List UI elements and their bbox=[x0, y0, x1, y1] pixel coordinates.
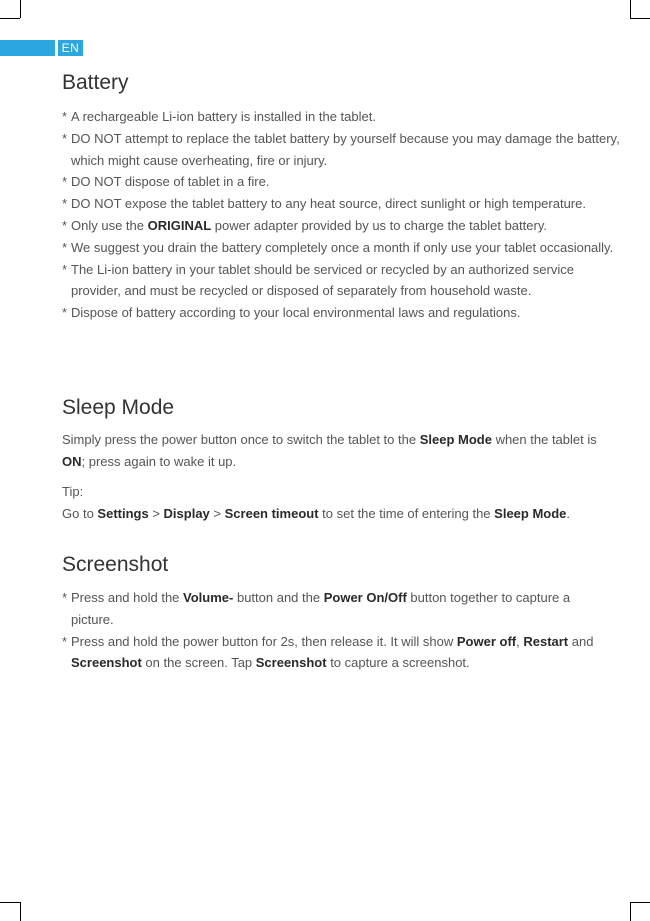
crop-mark-bottom-left-horizontal bbox=[0, 902, 20, 903]
emphasized-term: Sleep Mode bbox=[494, 506, 567, 521]
crop-mark-top-right-vertical bbox=[630, 0, 631, 18]
bullet-text: DO NOT dispose of tablet in a fire. bbox=[71, 174, 270, 190]
battery-bullet-item bbox=[62, 259, 622, 303]
bullet-marker: * bbox=[62, 217, 68, 233]
crop-mark-top-right-horizontal bbox=[630, 18, 650, 19]
bullet-text: A rechargeable Li-ion battery is installed in the tablet. bbox=[71, 109, 376, 124]
bullet-text: DO NOT expose the tablet battery to any heat source, direct sunlight or high temperature. bbox=[71, 196, 586, 212]
emphasized-term: Volume- bbox=[183, 590, 234, 605]
crop-mark-bottom-right-horizontal bbox=[630, 902, 650, 903]
bullet-marker: * bbox=[62, 196, 68, 212]
crop-mark-bottom-right-vertical bbox=[630, 902, 631, 921]
screenshot-bullet-list bbox=[62, 587, 602, 674]
sleep-mode-tip: Go to Settings > Display > Screen timeout to set the time of entering the Sleep Mode. bbox=[62, 506, 571, 521]
emphasized-term: Restart bbox=[523, 633, 569, 649]
emphasized-term: Screenshot bbox=[71, 655, 142, 671]
screenshot-bullet-item bbox=[62, 587, 602, 631]
emphasized-term: ORIGINAL bbox=[147, 217, 212, 233]
sleep-mode-description: Simply press the power button once to switch the tablet to the Sleep Mode when the tablet is ON; press again to wake it up. bbox=[62, 432, 597, 469]
emphasized-term: Power On/Off bbox=[323, 590, 407, 605]
battery-bullet-item bbox=[62, 215, 622, 237]
bullet-text: Press and hold the Volume- button and the Power On/Off button together to capture a picture. bbox=[71, 590, 571, 627]
bullet-text: DO NOT attempt to replace the tablet battery by yourself because you may damage the battery, which might cause overheating, fire or injury. bbox=[71, 130, 620, 168]
tip-label: Tip: bbox=[62, 484, 84, 499]
battery-bullet-item bbox=[62, 237, 622, 259]
emphasized-term: Sleep Mode bbox=[419, 432, 492, 447]
screenshot-section-title: Screenshot bbox=[62, 553, 169, 576]
bullet-marker: * bbox=[62, 305, 68, 321]
language-tag: EN bbox=[58, 40, 83, 56]
emphasized-term: Settings bbox=[97, 506, 149, 521]
battery-bullet-item bbox=[62, 193, 622, 215]
bullet-marker: * bbox=[62, 261, 68, 277]
battery-bullet-item bbox=[62, 106, 622, 128]
battery-bullet-list bbox=[62, 106, 622, 324]
sleep-mode-section-title: Sleep Mode bbox=[62, 396, 175, 419]
bullet-text: Only use the ORIGINAL power adapter provided by us to charge the tablet battery. bbox=[71, 217, 547, 233]
emphasized-term: Screen timeout bbox=[224, 506, 319, 521]
battery-section-title: Battery bbox=[62, 71, 129, 94]
bullet-text: Press and hold the power button for 2s, then release it. It will show Power off, Restart and Screenshot on the screen. Tap Screenshot to capture a screenshot. bbox=[71, 633, 594, 671]
bullet-marker: * bbox=[62, 633, 68, 649]
bullet-marker: * bbox=[62, 239, 68, 255]
screenshot-bullet-item bbox=[62, 631, 602, 675]
crop-mark-top-left-horizontal bbox=[0, 18, 20, 19]
crop-mark-bottom-left-vertical bbox=[20, 902, 21, 921]
crop-mark-top-left-vertical bbox=[20, 0, 21, 18]
emphasized-term: Screenshot bbox=[255, 655, 327, 671]
battery-bullet-item bbox=[62, 128, 622, 172]
bullet-marker: * bbox=[62, 174, 68, 190]
emphasized-term: Power off bbox=[456, 633, 517, 649]
bullet-marker: * bbox=[62, 590, 68, 605]
bullet-text: The Li-ion battery in your tablet should be serviced or recycled by an authorized service provider, and must be recycled or disposed of separately from household waste. bbox=[71, 261, 574, 299]
bullet-text: We suggest you drain the battery completely once a month if only use your tablet occasionally. bbox=[71, 239, 614, 255]
bullet-text: Dispose of battery according to your local environmental laws and regulations. bbox=[71, 305, 521, 321]
bullet-marker: * bbox=[62, 130, 68, 146]
emphasized-term: Display bbox=[163, 506, 210, 521]
battery-bullet-item bbox=[62, 171, 622, 193]
language-color-bar bbox=[0, 40, 55, 56]
emphasized-term: ON bbox=[62, 454, 82, 469]
bullet-marker: * bbox=[62, 109, 68, 124]
battery-bullet-item bbox=[62, 302, 622, 324]
